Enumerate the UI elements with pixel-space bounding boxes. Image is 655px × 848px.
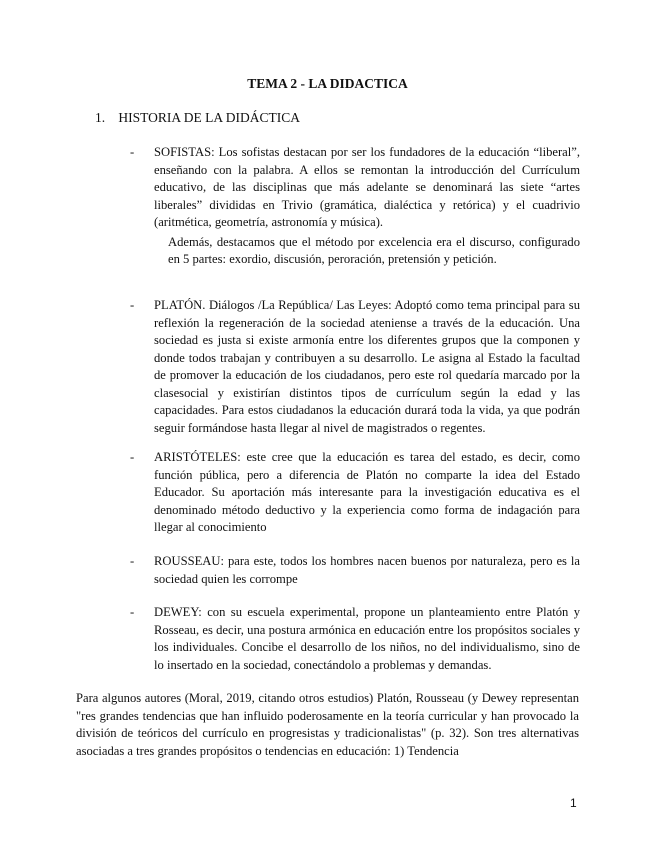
list-item-text: SOFISTAS: Los sofistas destacan por ser los fundadores de la educación “liberal”, enseñando con la palabra. A ellos se remontan la introducción del Currículum educativo, de las disciplinas que más adelante se denominará las siete “artes liberales” divididas en Trivio (gramática, dialéctica y retórica) y el cuadrivio (aritmética, geometría, astronomía y música). (154, 145, 580, 229)
list-item-text: ARISTÓTELES: este cree que la educación es tarea del estado, es decir, como función pública, pero a diferencia de Platón no comparte la idea del Estado Educador. Su aportación más interesante para la investigación educativa es el denominado método deductivo y la experiencia como forma de indagación para llegar al conocimiento (154, 450, 580, 534)
list-dash: - (130, 145, 135, 159)
list-dash: - (130, 605, 135, 619)
section-heading (95, 110, 300, 126)
section-number: 1. (95, 110, 106, 125)
list-dash: - (130, 450, 135, 464)
list-item-aristoteles (130, 449, 580, 537)
list-dash: - (130, 554, 135, 568)
list-dash: - (130, 298, 135, 312)
list-item-extra-paragraph: Además, destacamos que el método por excelencia era el discurso, configurado en 5 partes: exordio, discusión, peroración, pretensión y petición. (168, 234, 580, 266)
section-title: HISTORIA DE LA DIDÁCTICA (118, 110, 300, 125)
list-item-dewey (130, 604, 580, 674)
list-item-platon (130, 297, 580, 437)
list-item-text: PLATÓN. Diálogos /La República/ Las Leyes: Adoptó como tema principal para su reflexión la regeneración de la sociedad ateniense a través de la educación. Una sociedad es justa si existe armonía entre los diferentes grupos que la componen y donde todos trabajan y contribuyen a su desarrollo. Le asigna al Estado la facultad de promover la educación de los ciudadanos, pero este rol quedaría marcado por la clasesocial y existirían distintos tipos de currículum según la edad y las capacidades. Para estos ciudadanos la educación durará toda la vida, ya que podrán seguir formándose hasta llegar al nivel de magistrados o regentes. (154, 298, 580, 435)
list-item-sofistas (130, 144, 580, 269)
list-item-text: ROUSSEAU: para este, todos los hombres nacen buenos por naturaleza, pero es la sociedad quien les corrompe (154, 554, 580, 586)
page-number: 1 (570, 796, 577, 810)
list-item-rousseau (130, 553, 580, 588)
list-item-text: DEWEY: con su escuela experimental, propone un planteamiento entre Platón y Rosseau, es decir, una postura armónica en educación entre los propósitos sociales y los individuales. Concibe el desarrollo de los niños, no del individualismo, sino de lo insertado en la sociedad, conectándolo a problemas y demandas. (154, 605, 580, 672)
document-title: TEMA 2 - LA DIDACTICA (247, 76, 408, 91)
closing-paragraph: Para algunos autores (Moral, 2019, citando otros estudios) Platón, Rousseau (y Dewey representan "res grandes tendencias que han influido poderosamente en la teoría curricular y han provocado la división de teóricos del currículo en progresistas y tradicionalistas" (p. 32). Son tres alternativas asociadas a tres grandes propósitos o tendencias en educación: 1) Tendencia (76, 691, 579, 758)
